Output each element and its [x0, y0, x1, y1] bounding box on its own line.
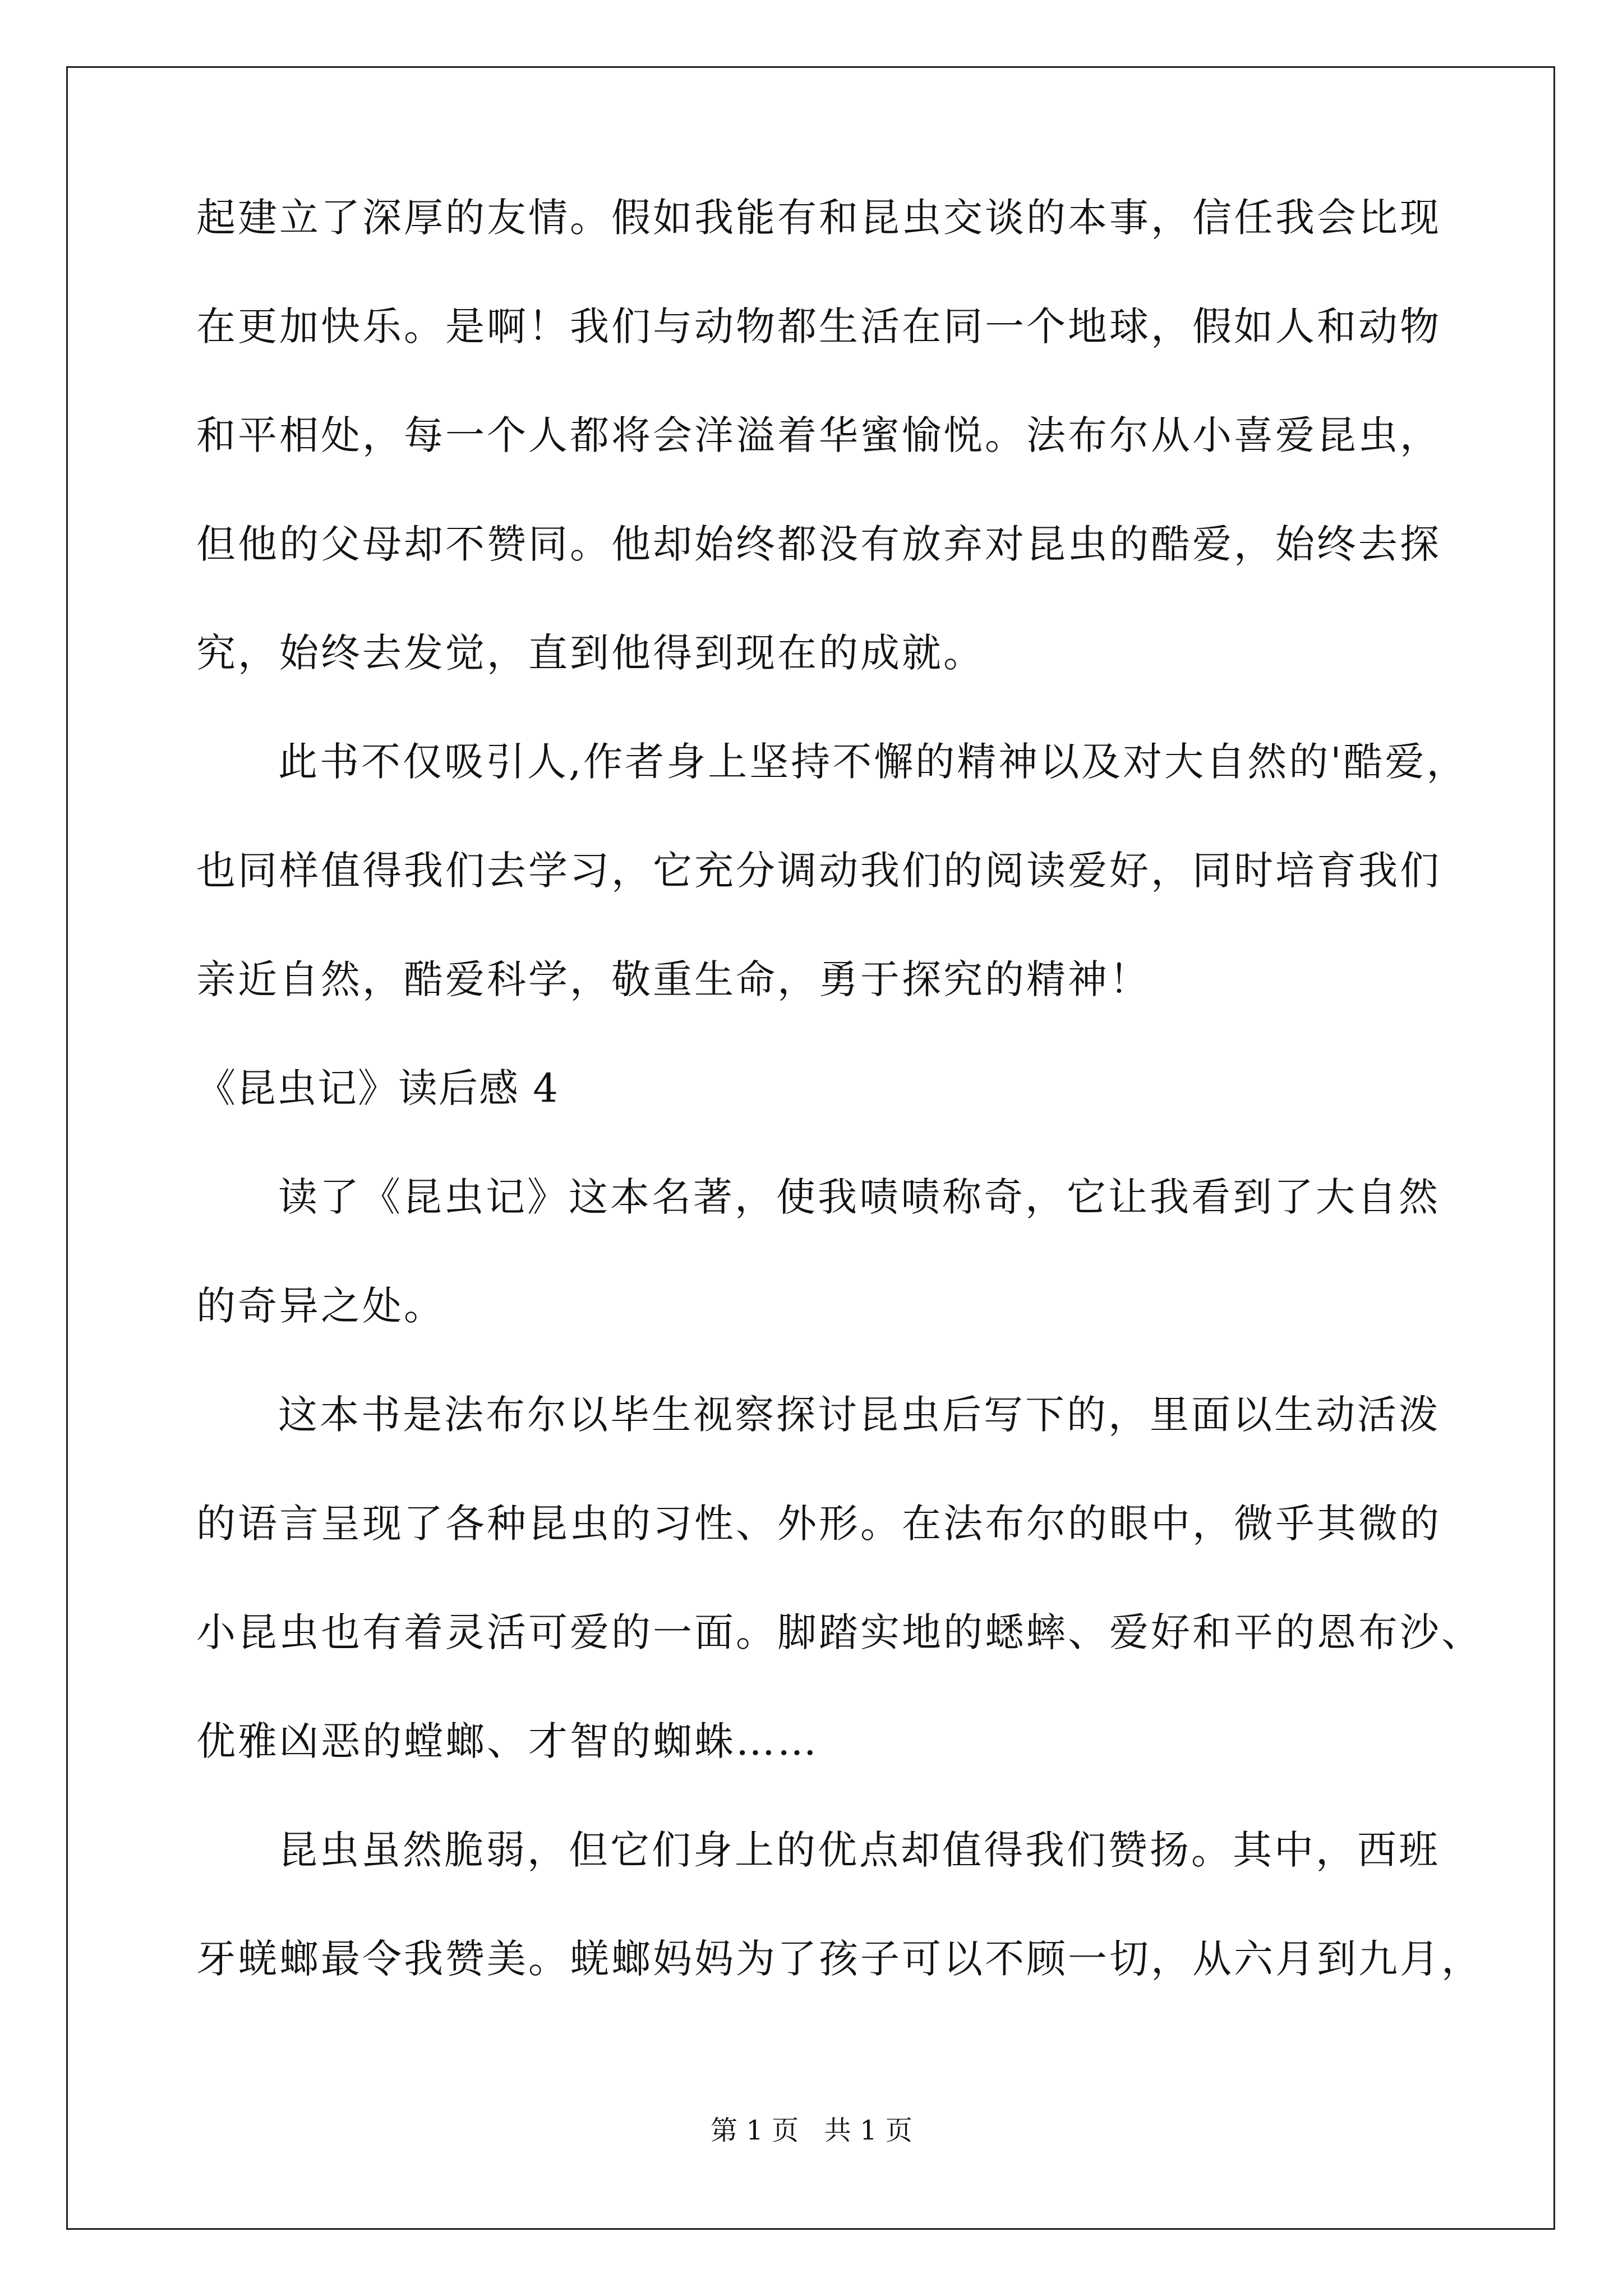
text-line: 的语言呈现了各种昆虫的习性、外形。在法布尔的眼中，微乎其微的	[196, 1501, 1441, 1547]
text-line: 亲近自然，酷爱科学，敬重生命，勇于探究的精神！	[196, 956, 1151, 1002]
text-line: 的奇异之处。	[196, 1283, 445, 1329]
text-line: 究，始终去发觉，直到他得到现在的成就。	[196, 630, 985, 676]
text-line: 小昆虫也有着灵活可爱的一面。脚踏实地的蟋蟀、爱好和平的恩布沙、	[196, 1609, 1483, 1655]
document-body	[196, 191, 1483, 2041]
text-line: 也同样值得我们去学习，它充分调动我们的阅读爱好，同时培育我们	[196, 848, 1441, 894]
paragraph-start-line: 昆虫虽然脆弱，但它们身上的优点却值得我们赞扬。其中，西班	[278, 1827, 1440, 1873]
text-line: 和平相处，每一个人都将会洋溢着华蜜愉悦。法布尔从小喜爱昆虫，	[196, 412, 1441, 458]
text-line: 但他的父母却不赞同。他却始终都没有放弃对昆虫的酷爱，始终去探	[196, 521, 1441, 567]
page-number-footer: 第 1 页 共 1 页	[711, 2115, 912, 2146]
text-line: 牙蜣螂最令我赞美。蜣螂妈妈为了孩子可以不顾一切，从六月到九月，	[196, 1936, 1483, 1982]
section-heading: 《昆虫记》读后感 4	[196, 1065, 559, 1111]
paragraph-start-line: 此书不仅吸引人,作者身上坚持不懈的精神以及对大自然的'酷爱，	[278, 739, 1468, 785]
paragraph-start-line: 这本书是法布尔以毕生视察探讨昆虫后写下的，里面以生动活泼	[278, 1392, 1440, 1438]
text-line: 在更加快乐。是啊！我们与动物都生活在同一个地球，假如人和动物	[196, 303, 1441, 349]
paragraph-start-line: 读了《昆虫记》这本名著，使我啧啧称奇，它让我看到了大自然	[278, 1174, 1440, 1220]
text-line: 优雅凶恶的螳螂、才智的蜘蛛……	[196, 1718, 819, 1764]
text-line: 起建立了深厚的友情。假如我能有和昆虫交谈的本事，信任我会比现	[196, 195, 1441, 241]
